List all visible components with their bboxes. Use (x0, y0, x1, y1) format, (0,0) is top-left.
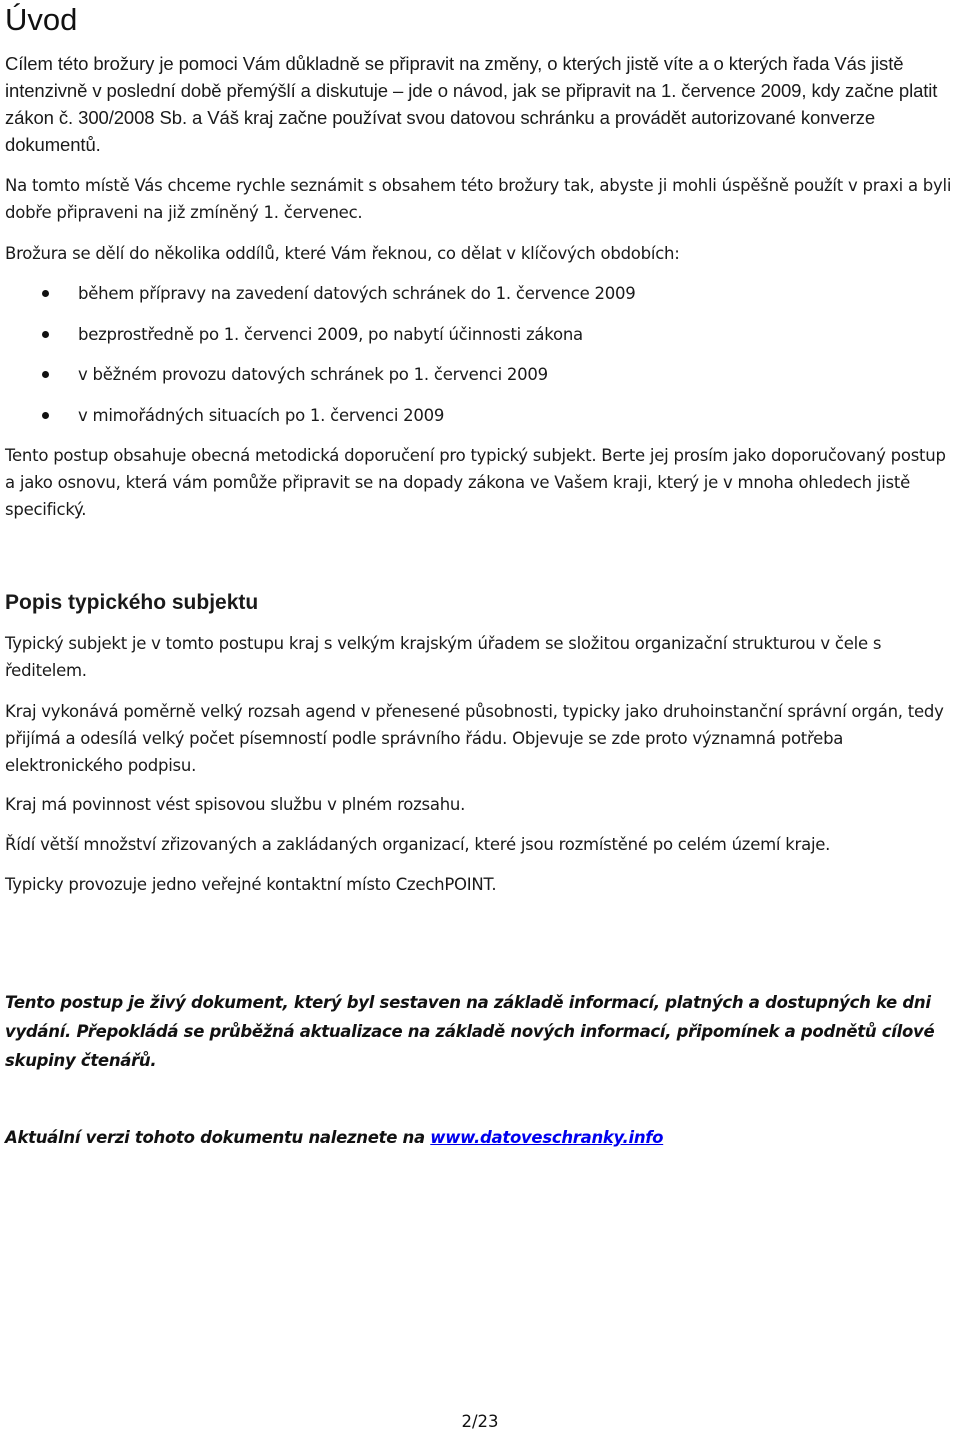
section-title-subject: Popis typického subjektu (5, 591, 259, 614)
key-periods-list (5, 280, 955, 442)
list-item: během přípravy na zavedení datových schránek do 1. července 2009 (5, 280, 955, 321)
paragraph-sections: Brožura se dělí do několika oddílů, které Vám řeknou, co dělat v klíčových obdobích: (5, 244, 680, 263)
bullet-icon (42, 290, 49, 297)
paragraph-filing-service: Kraj má povinnost vést spisovou službu v plném rozsahu. (5, 795, 466, 814)
website-link[interactable]: www.datoveschranky.info (430, 1128, 664, 1147)
bullet-icon (42, 412, 49, 419)
bullet-icon (42, 331, 49, 338)
paragraph-recommendation: Tento postup obsahuje obecná metodická doporučení pro typický subjekt. Berte jej prosím jako doporučovaný postup a jako osnovu, která vám pomůže připravit se na dopady zákona ve Vašem kraji, který je v mnoha ohledech jistě specifický. (5, 446, 946, 519)
list-item: v běžném provozu datových schránek po 1. červenci 2009 (5, 361, 955, 402)
page-number: 2/23 (461, 1412, 499, 1431)
intro-paragraph: Cílem této brožury je pomoci Vám důkladně se připravit na změny, o kterých jistě víte a o kterých řada Vás jistě intenzivně v poslední době přemýšlí a diskutuje – jde o návod, jak se připravit na 1. července 2009, kdy začne platit zákon č. 300/2008 Sb. a Váš kraj začne používat svou datovou schránku a provádět autorizované konverze dokumentů. (5, 53, 938, 155)
list-item: v mimořádných situacích po 1. červenci 2009 (5, 402, 955, 443)
paragraph-typical-subject: Typický subjekt je v tomto postupu kraj s velkým krajským úřadem se složitou organizační strukturou v čele s ředitelem. (5, 634, 882, 680)
bullet-icon (42, 371, 49, 378)
latest-version-note: Aktuální verzi tohoto dokumentu naleznete na www.datoveschranky.info (5, 1128, 664, 1147)
paragraph-organizations: Řídí větší množství zřizovaných a zakládaných organizací, které jsou rozmístěné po celém území kraje. (5, 835, 831, 854)
paragraph-overview: Na tomto místě Vás chceme rychle seznámit s obsahem této brožury tak, abyste ji mohli úspěšně použít v praxi a byli dobře připraveni na již zmíněný 1. červenec. (5, 176, 952, 222)
section-title-uvod: Úvod (5, 2, 78, 37)
list-item: bezprostředně po 1. červenci 2009, po nabytí účinnosti zákona (5, 321, 955, 362)
paragraph-czechpoint: Typicky provozuje jedno veřejné kontaktní místo CzechPOINT. (5, 875, 497, 894)
paragraph-agendas: Kraj vykonává poměrně velký rozsah agend v přenesené působnosti, typicky jako druhoinstanční správní orgán, tedy přijímá a odesílá velký počet písemností podle správního řádu. Objevuje se zde proto významná potřeba elektronického podpisu. (5, 702, 944, 775)
living-document-note: Tento postup je živý dokument, který byl sestaven na základě informací, platných a dostupných ke dni vydání. Přepokládá se průběžná aktualizace na základě nových informací, připomínek a podnětů cílové skupiny čtenářů. (5, 993, 935, 1070)
